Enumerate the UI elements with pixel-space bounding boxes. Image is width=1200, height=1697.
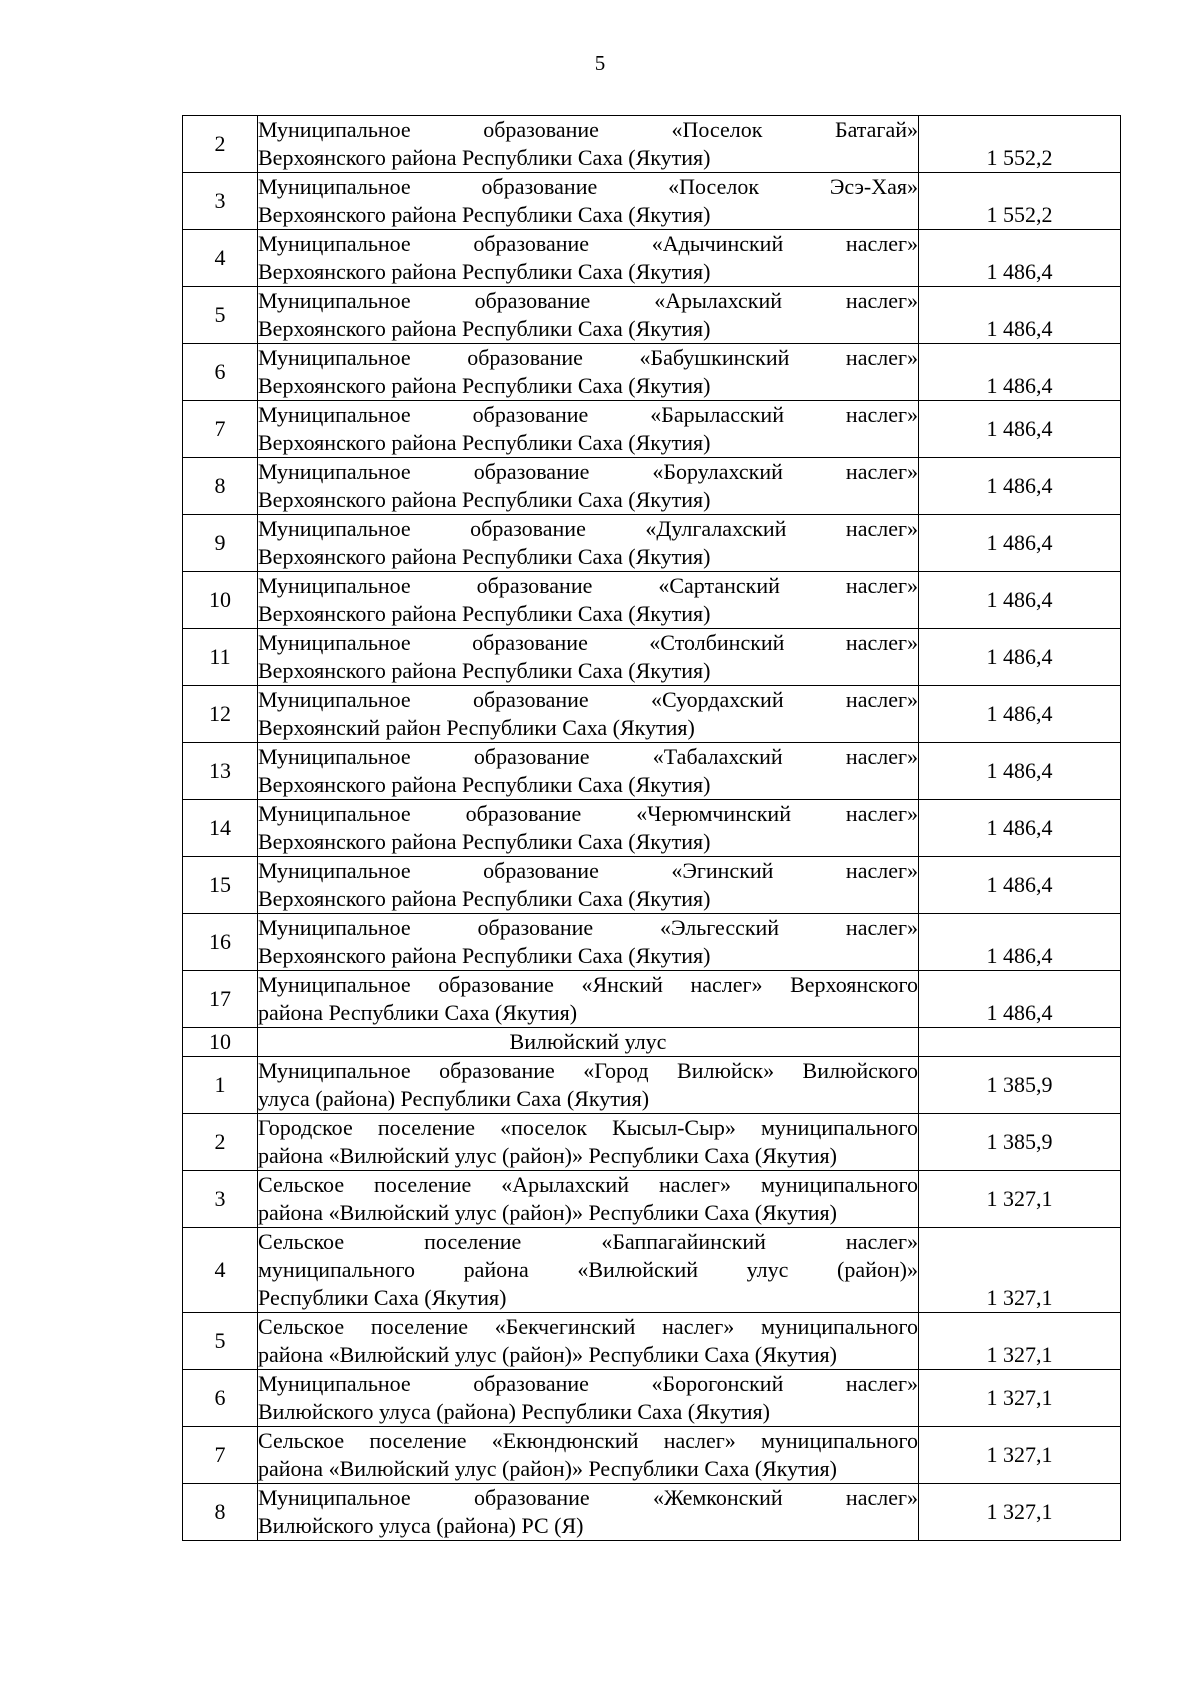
amount-value: 1 486,4 [919, 800, 1121, 857]
table-row [183, 1114, 1121, 1171]
row-number: 10 [183, 572, 258, 629]
entity-name-line: Муниципальное образование «Поселок Эсэ-Хая» [258, 174, 918, 199]
entity-name-line: Муниципальное образование «Дулгалахский наслег» [258, 516, 918, 541]
table-row [183, 1171, 1121, 1228]
amount-value: 1 486,4 [919, 686, 1121, 743]
entity-name-line: Верхоянского района Республики Саха (Якутия) [258, 487, 711, 512]
entity-name [258, 230, 919, 287]
amount-value: 1 486,4 [919, 971, 1121, 1028]
amount-value [919, 1028, 1121, 1057]
table-row [183, 1370, 1121, 1427]
entity-name-line: Вилюйского улуса (района) Республики Саха (Якутия) [258, 1399, 770, 1424]
row-number: 17 [183, 971, 258, 1028]
row-number: 4 [183, 1228, 258, 1313]
entity-name-line: Республики Саха (Якутия) [258, 1285, 507, 1310]
row-number: 3 [183, 1171, 258, 1228]
table-row [183, 116, 1121, 173]
table-row [183, 686, 1121, 743]
table-row [183, 401, 1121, 458]
entity-name [258, 173, 919, 230]
entity-name [258, 1484, 919, 1541]
entity-name-line: Верхоянского района Республики Саха (Якутия) [258, 886, 711, 911]
entity-name [258, 1427, 919, 1484]
entity-name [258, 1228, 919, 1313]
table-row [183, 1057, 1121, 1114]
table-row [183, 1313, 1121, 1370]
amount-value: 1 327,1 [919, 1427, 1121, 1484]
row-number: 12 [183, 686, 258, 743]
entity-name-line: Сельское поселение «Бекчегинский наслег» муниципального [258, 1314, 918, 1339]
entity-name-line: Муниципальное образование «Сартанский наслег» [258, 573, 918, 598]
entity-name-line: Верхоянского района Республики Саха (Якутия) [258, 943, 711, 968]
amount-value: 1 486,4 [919, 515, 1121, 572]
row-number: 4 [183, 230, 258, 287]
entity-name-line: района «Вилюйский улус (район)» Республики Саха (Якутия) [258, 1143, 837, 1168]
table-row [183, 230, 1121, 287]
entity-name-line: района «Вилюйский улус (район)» Республики Саха (Якутия) [258, 1456, 837, 1481]
amount-value: 1 327,1 [919, 1484, 1121, 1541]
allocation-table [182, 115, 1121, 1541]
amount-value: 1 486,4 [919, 914, 1121, 971]
entity-name-line: района «Вилюйский улус (район)» Республики Саха (Якутия) [258, 1342, 837, 1367]
entity-name-line: Верхоянского района Республики Саха (Якутия) [258, 259, 711, 284]
amount-value: 1 552,2 [919, 116, 1121, 173]
amount-value: 1 486,4 [919, 287, 1121, 344]
entity-name [258, 116, 919, 173]
row-number: 8 [183, 1484, 258, 1541]
entity-name-line: Муниципальное образование «Поселок Батагай» [258, 117, 918, 142]
entity-name [258, 287, 919, 344]
entity-name-line: Верхоянский район Республики Саха (Якутия) [258, 715, 695, 740]
entity-name-line: Вилюйского улуса (района) РС (Я) [258, 1513, 584, 1538]
entity-name [258, 1057, 919, 1114]
entity-name-line: Муниципальное образование «Город Вилюйск» Вилюйского [258, 1058, 918, 1083]
entity-name-line: Муниципальное образование «Борогонский наслег» [258, 1371, 918, 1396]
amount-value: 1 486,4 [919, 743, 1121, 800]
entity-name-line: Муниципальное образование «Бабушкинский наслег» [258, 345, 918, 370]
entity-name [258, 1313, 919, 1370]
entity-name [258, 1114, 919, 1171]
entity-name-line: Сельское поселение «Арылахский наслег» муниципального [258, 1172, 918, 1197]
entity-name [258, 743, 919, 800]
entity-name-line: Муниципальное образование «Черюмчинский наслег» [258, 801, 918, 826]
table-row [183, 1427, 1121, 1484]
table-row [183, 344, 1121, 401]
row-number: 9 [183, 515, 258, 572]
row-number: 5 [183, 1313, 258, 1370]
row-number: 13 [183, 743, 258, 800]
row-number: 11 [183, 629, 258, 686]
row-number: 3 [183, 173, 258, 230]
entity-name-line: Верхоянского района Республики Саха (Якутия) [258, 829, 711, 854]
entity-name-line: Верхоянского района Республики Саха (Якутия) [258, 658, 711, 683]
row-number: 14 [183, 800, 258, 857]
row-number: 6 [183, 1370, 258, 1427]
page-number: 5 [594, 51, 606, 75]
row-number: 8 [183, 458, 258, 515]
entity-name-line: Верхоянского района Республики Саха (Якутия) [258, 373, 711, 398]
entity-name-line: Муниципальное образование «Барыласский наслег» [258, 402, 918, 427]
entity-name-line: Муниципальное образование «Арылахский наслег» [258, 288, 918, 313]
entity-name-line: района «Вилюйский улус (район)» Республики Саха (Якутия) [258, 1200, 837, 1225]
entity-name-line: улуса (района) Республики Саха (Якутия) [258, 1086, 650, 1111]
entity-name-line: Верхоянского района Республики Саха (Якутия) [258, 316, 711, 341]
entity-name-line: Муниципальное образование «Борулахский наслег» [258, 459, 918, 484]
entity-name [258, 857, 919, 914]
entity-name-line: Муниципальное образование «Эльгесский наслег» [258, 915, 918, 940]
amount-value: 1 486,4 [919, 857, 1121, 914]
amount-value: 1 552,2 [919, 173, 1121, 230]
entity-name [258, 458, 919, 515]
row-number: 15 [183, 857, 258, 914]
entity-name [258, 629, 919, 686]
entity-name-line: Муниципальное образование «Эгинский наслег» [258, 858, 918, 883]
table-row [183, 1228, 1121, 1313]
entity-name [258, 1171, 919, 1228]
table-row [183, 800, 1121, 857]
table-row [183, 173, 1121, 230]
entity-name-line: Сельское поселение «Баппагайинский наслег» [258, 1229, 918, 1254]
entity-name-line: района Республики Саха (Якутия) [258, 1000, 578, 1025]
entity-name [258, 401, 919, 458]
table-row [183, 572, 1121, 629]
entity-name-line: муниципального района «Вилюйский улус (район)» [258, 1257, 918, 1282]
amount-value: 1 385,9 [919, 1057, 1121, 1114]
amount-value: 1 327,1 [919, 1370, 1121, 1427]
table-row [183, 914, 1121, 971]
row-number: 6 [183, 344, 258, 401]
entity-name-line: Верхоянского района Республики Саха (Якутия) [258, 202, 711, 227]
entity-name-line: Муниципальное образование «Столбинский наслег» [258, 630, 918, 655]
entity-name [258, 686, 919, 743]
table-row [183, 857, 1121, 914]
table-row [183, 629, 1121, 686]
row-number: 2 [183, 1114, 258, 1171]
row-number: 10 [183, 1028, 258, 1057]
entity-name-line: Верхоянского района Республики Саха (Якутия) [258, 772, 711, 797]
entity-name-line: Верхоянского района Республики Саха (Якутия) [258, 601, 711, 626]
entity-name-line: Муниципальное образование «Табалахский наслег» [258, 744, 918, 769]
entity-name [258, 515, 919, 572]
amount-value: 1 385,9 [919, 1114, 1121, 1171]
section-heading: Вилюйский улус [258, 1028, 919, 1057]
entity-name-line: Муниципальное образование «Суордахский наслег» [258, 687, 918, 712]
table-row [183, 287, 1121, 344]
table-row [183, 971, 1121, 1028]
table-row [183, 515, 1121, 572]
table-row [183, 1484, 1121, 1541]
amount-value: 1 486,4 [919, 572, 1121, 629]
amount-value: 1 327,1 [919, 1313, 1121, 1370]
entity-name-line: Верхоянского района Республики Саха (Якутия) [258, 145, 711, 170]
row-number: 16 [183, 914, 258, 971]
entity-name [258, 914, 919, 971]
entity-name-line: Муниципальное образование «Адычинский наслег» [258, 231, 918, 256]
table-row [183, 458, 1121, 515]
entity-name-line: Муниципальное образование «Жемконский наслег» [258, 1485, 918, 1510]
row-number: 1 [183, 1057, 258, 1114]
table-body [183, 116, 1121, 1541]
entity-name [258, 800, 919, 857]
entity-name [258, 572, 919, 629]
amount-value: 1 486,4 [919, 344, 1121, 401]
entity-name-line: Верхоянского района Республики Саха (Якутия) [258, 430, 711, 455]
row-number: 5 [183, 287, 258, 344]
entity-name-line: Муниципальное образование «Янский наслег» Верхоянского [258, 972, 918, 997]
entity-name [258, 971, 919, 1028]
amount-value: 1 486,4 [919, 401, 1121, 458]
amount-value: 1 327,1 [919, 1171, 1121, 1228]
table-row [183, 1028, 1121, 1057]
table-row [183, 743, 1121, 800]
row-number: 2 [183, 116, 258, 173]
amount-value: 1 327,1 [919, 1228, 1121, 1313]
entity-name-line: Городское поселение «поселок Кысыл-Сыр» муниципального [258, 1115, 918, 1140]
entity-name [258, 344, 919, 401]
entity-name-line: Верхоянского района Республики Саха (Якутия) [258, 544, 711, 569]
entity-name-line: Сельское поселение «Екюндюнский наслег» муниципального [258, 1428, 918, 1453]
amount-value: 1 486,4 [919, 458, 1121, 515]
row-number: 7 [183, 1427, 258, 1484]
amount-value: 1 486,4 [919, 629, 1121, 686]
row-number: 7 [183, 401, 258, 458]
entity-name [258, 1370, 919, 1427]
amount-value: 1 486,4 [919, 230, 1121, 287]
